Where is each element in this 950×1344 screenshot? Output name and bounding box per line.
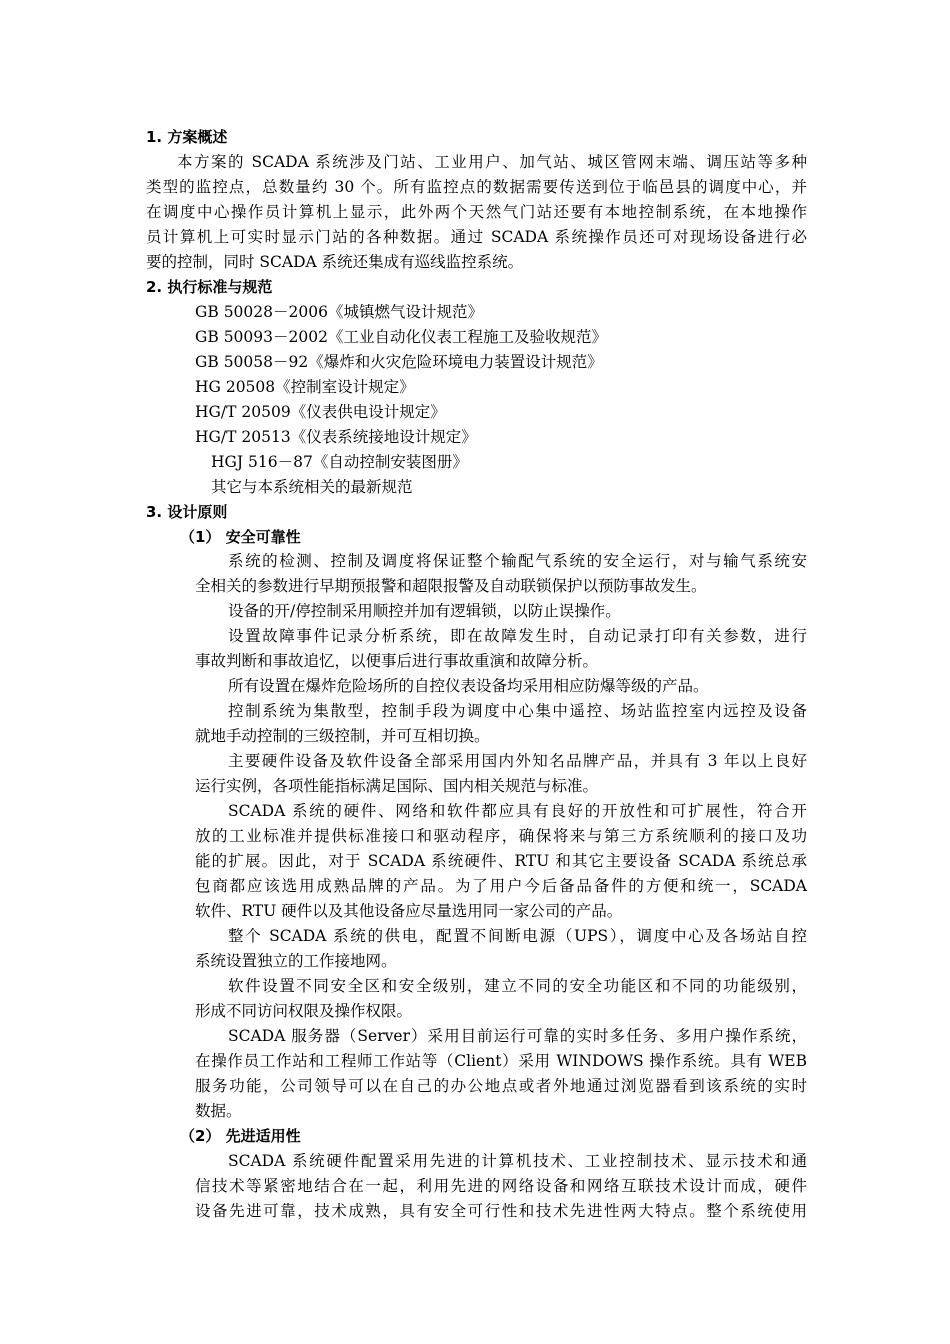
paragraph-line: 运行实例，各项性能指标满足国际、国内相关规范与标准。	[195, 777, 599, 795]
standard-item: GB 50058－92《爆炸和火灾危险环境电力装置设计规范》	[195, 353, 603, 371]
paragraph-line: 包商都应该选用成熟品牌的产品。为了用户今后备品备件的方便和统一，SCADA	[195, 877, 807, 895]
paragraph-line: 本方案的 SCADA 系统涉及门站、工业用户、加气站、城区管网末端、调压站等多种	[177, 153, 807, 171]
paragraph-line: 设备的开/停控制采用顺控并加有逻辑锁，以防止误操作。	[228, 602, 621, 620]
paragraph-line: 要的控制，同时 SCADA 系统还集成有巡线监控系统。	[146, 253, 524, 271]
subsection-2-heading: （2） 先进适用性	[180, 1127, 301, 1145]
paragraph-line: 就地手动控制的三级控制，并可互相切换。	[195, 727, 490, 745]
paragraph-line: 软件设置不同安全区和安全级别，建立不同的安全功能区和不同的功能级别，	[228, 977, 807, 995]
paragraph-line: 数据。	[195, 1102, 242, 1120]
paragraph-line: 服务功能，公司领导可以在自己的办公地点或者外地通过浏览器看到该系统的实时	[195, 1077, 807, 1095]
paragraph-line: 信技术等紧密地结合在一起，利用先进的网络设备和网络互联技术设计而成，硬件	[195, 1177, 807, 1195]
paragraph-line: 放的工业标准并提供标准接口和驱动程序，确保将来与第三方系统顺利的接口及功	[195, 827, 807, 845]
paragraph-line: 能的扩展。因此，对于 SCADA 系统硬件、RTU 和其它主要设备 SCADA 系统总承	[195, 852, 807, 870]
standard-item: 其它与本系统相关的最新规范	[211, 478, 413, 496]
paragraph-line: SCADA 服务器（Server）采用目前运行可靠的实时多任务、多用户操作系统，	[228, 1027, 807, 1045]
standard-item: HG/T 20509《仪表供电设计规定》	[195, 403, 446, 421]
paragraph-line: 设备先进可靠，技术成熟，具有安全可行性和技术先进性两大特点。整个系统使用	[195, 1202, 807, 1220]
standard-item: HG/T 20513《仪表系统接地设计规定》	[195, 428, 477, 446]
paragraph-line: 控制系统为集散型，控制手段为调度中心集中遥控、场站监控室内远控及设备	[228, 702, 807, 720]
paragraph-line: 全相关的参数进行早期预报警和超限报警及自动联锁保护以预防事故发生。	[195, 577, 707, 595]
paragraph-line: 在调度中心操作员计算机上显示，此外两个天然气门站还要有本地控制系统，在本地操作	[146, 203, 807, 221]
paragraph-line: 软件、RTU 硬件以及其他设备应尽量选用同一家公司的产品。	[195, 902, 623, 920]
section-3-heading: 3. 设计原则	[146, 503, 228, 521]
paragraph-line: 系统的检测、控制及调度将保证整个输配气系统的安全运行，对与输气系统安	[228, 552, 807, 570]
paragraph-line: 类型的监控点，总数量约 30 个。所有监控点的数据需要传送到位于临邑县的调度中心，并	[146, 178, 807, 196]
paragraph-line: 设置故障事件记录分析系统，即在故障发生时，自动记录打印有关参数，进行	[228, 627, 807, 645]
paragraph-line: 主要硬件设备及软件设备全部采用国内外知名品牌产品，并具有 3 年以上良好	[228, 752, 807, 770]
paragraph-line: 在操作员工作站和工程师工作站等（Client）采用 WINDOWS 操作系统。具有 WEB	[195, 1052, 807, 1070]
paragraph-line: 员计算机上可实时显示门站的各种数据。通过 SCADA 系统操作员还可对现场设备进行必	[146, 228, 807, 246]
paragraph-line: 整个 SCADA 系统的供电，配置不间断电源（UPS），调度中心及各场站自控	[228, 927, 807, 945]
section-2-heading: 2. 执行标准与规范	[146, 278, 273, 296]
standard-item: GB 50028－2006《城镇燃气设计规范》	[195, 303, 483, 321]
standard-item: HGJ 516－87《自动控制安装图册》	[211, 453, 468, 471]
standard-item: HG 20508《控制室设计规定》	[195, 378, 415, 396]
section-1-heading: 1. 方案概述	[146, 128, 228, 146]
paragraph-line: SCADA 系统的硬件、网络和软件都应具有良好的开放性和可扩展性，符合开	[228, 802, 807, 820]
paragraph-line: 形成不同访问权限及操作权限。	[195, 1002, 413, 1020]
paragraph-line: 系统设置独立的工作接地网。	[195, 952, 397, 970]
paragraph-line: 所有设置在爆炸危险场所的自控仪表设备均采用相应防爆等级的产品。	[228, 677, 709, 695]
subsection-1-heading: （1） 安全可靠性	[180, 528, 301, 546]
standard-item: GB 50093－2002《工业自动化仪表工程施工及验收规范》	[195, 328, 607, 346]
paragraph-line: 事故判断和事故追忆，以便事后进行事故重演和故障分析。	[195, 652, 599, 670]
paragraph-line: SCADA 系统硬件配置采用先进的计算机技术、工业控制技术、显示技术和通	[228, 1152, 807, 1170]
